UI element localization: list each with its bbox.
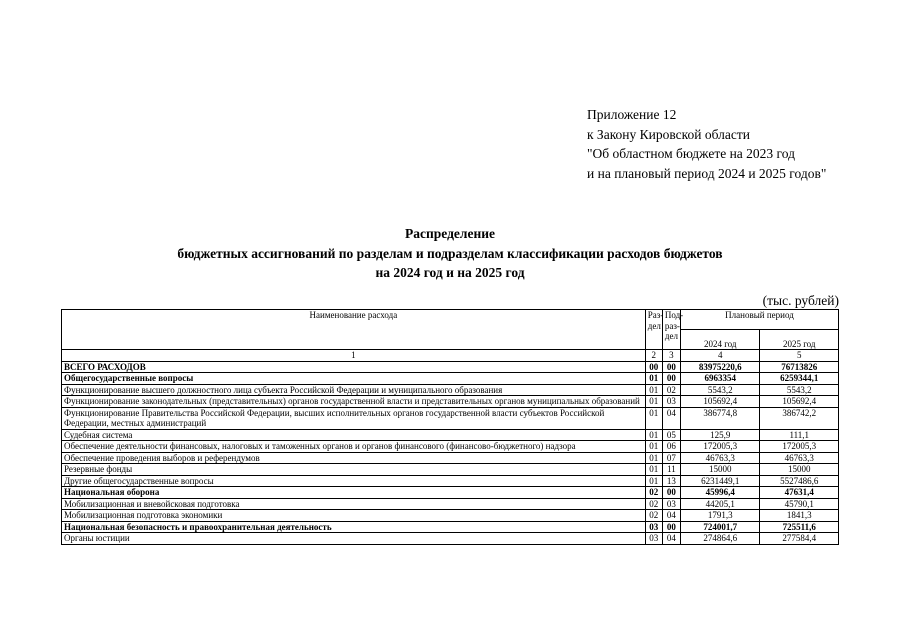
row-value-2024: 724001,7: [680, 521, 760, 533]
row-value-2025: 105692,4: [760, 396, 839, 408]
row-name: Национальная оборона: [62, 487, 646, 499]
row-razdel: 01: [645, 464, 662, 476]
row-value-2024: 45996,4: [680, 487, 760, 499]
row-value-2025: 5543,2: [760, 384, 839, 396]
row-razdel: 02: [645, 498, 662, 510]
header-podrazdel: Под- раз- дел: [662, 310, 680, 350]
table-row: [62, 373, 839, 385]
row-value-2025: 172005,3: [760, 441, 839, 453]
index-cell-4: 4: [680, 350, 760, 362]
row-podrazdel: 00: [662, 373, 680, 385]
row-podrazdel: 04: [662, 533, 680, 545]
row-podrazdel: 04: [662, 510, 680, 522]
row-value-2025: 76713826: [760, 361, 839, 373]
row-name: Мобилизационная подготовка экономики: [62, 510, 646, 522]
table-row: [62, 429, 839, 441]
row-podrazdel: 04: [662, 407, 680, 429]
units-label: (тыс. рублей): [762, 293, 839, 308]
index-cell-5: 5: [760, 350, 839, 362]
row-razdel: 03: [645, 521, 662, 533]
row-value-2024: 386774,8: [680, 407, 760, 429]
row-value-2025: 386742,2: [760, 407, 839, 429]
table-row: [62, 441, 839, 453]
header-planned: Плановый период: [680, 310, 838, 330]
table-row: [62, 464, 839, 476]
row-name: ВСЕГО РАСХОДОВ: [62, 361, 646, 373]
row-value-2025: 46763,3: [760, 452, 839, 464]
table-row: [62, 487, 839, 499]
row-value-2024: 6231449,1: [680, 475, 760, 487]
row-value-2025: 15000: [760, 464, 839, 476]
row-razdel: 01: [645, 475, 662, 487]
row-podrazdel: 02: [662, 384, 680, 396]
row-name: Судебная система: [62, 429, 646, 441]
table-row: [62, 396, 839, 408]
row-value-2025: 5527486,6: [760, 475, 839, 487]
header-year-2024: 2024 год: [680, 330, 760, 350]
document-title: [60, 224, 840, 283]
row-value-2024: 1791,3: [680, 510, 760, 522]
header-name: Наименование расхода: [62, 310, 646, 350]
row-podrazdel: 06: [662, 441, 680, 453]
index-cell-1: 1: [62, 350, 646, 362]
row-value-2025: 725511,6: [760, 521, 839, 533]
row-podrazdel: 05: [662, 429, 680, 441]
appendix-line-3: "Об областном бюджете на 2023 год: [587, 146, 795, 161]
row-value-2024: 105692,4: [680, 396, 760, 408]
row-value-2025: 6259344,1: [760, 373, 839, 385]
row-value-2024: 172005,3: [680, 441, 760, 453]
title-line-2: бюджетных ассигнований по разделам и подразделам классификации расходов бюджетов: [177, 245, 723, 261]
row-razdel: 01: [645, 441, 662, 453]
row-name: Обеспечение проведения выборов и референдумов: [62, 452, 646, 464]
header-year-2025: 2025 год: [760, 330, 839, 350]
row-name: Мобилизационная и вневойсковая подготовка: [62, 498, 646, 510]
table-row: [62, 407, 839, 429]
row-razdel: 01: [645, 452, 662, 464]
row-razdel: 01: [645, 396, 662, 408]
row-podrazdel: 03: [662, 498, 680, 510]
table-row: [62, 452, 839, 464]
row-razdel: 01: [645, 384, 662, 396]
row-name: Другие общегосударственные вопросы: [62, 475, 646, 487]
table-row: [62, 384, 839, 396]
row-name: Общегосударственные вопросы: [62, 373, 646, 385]
row-razdel: 02: [645, 510, 662, 522]
row-razdel: 01: [645, 407, 662, 429]
appendix-line-4: и на плановый период 2024 и 2025 годов": [587, 165, 827, 181]
row-podrazdel: 00: [662, 361, 680, 373]
table-row: [62, 498, 839, 510]
table-row: [62, 475, 839, 487]
title-line-3: на 2024 год и на 2025 год: [375, 265, 525, 280]
row-razdel: 00: [645, 361, 662, 373]
row-value-2024: 46763,3: [680, 452, 760, 464]
row-podrazdel: 11: [662, 464, 680, 476]
row-value-2024: 6963354: [680, 373, 760, 385]
row-value-2024: 274864,6: [680, 533, 760, 545]
table-row: [62, 521, 839, 533]
row-name: Резервные фонды: [62, 464, 646, 476]
row-value-2024: 44205,1: [680, 498, 760, 510]
row-value-2024: 5543,2: [680, 384, 760, 396]
table-row: [62, 533, 839, 545]
row-razdel: 01: [645, 429, 662, 441]
row-name: Функционирование Правительства Российской Федерации, высших исполнительных органов государственной власти субъектов Российской Федерации, местных администраций: [62, 407, 646, 429]
row-name: Функционирование законодательных (представительных) органов государственной власти и представительных органов муниципальных образований: [62, 396, 646, 408]
row-podrazdel: 00: [662, 521, 680, 533]
header-razdel: Раз- дел: [645, 310, 662, 350]
row-podrazdel: 07: [662, 452, 680, 464]
table-row: [62, 510, 839, 522]
row-name: Национальная безопасность и правоохранительная деятельность: [62, 521, 646, 533]
appendix-note: [587, 105, 826, 183]
index-cell-2: 2: [645, 350, 662, 362]
row-value-2025: 1841,3: [760, 510, 839, 522]
row-value-2024: 83975220,6: [680, 361, 760, 373]
row-razdel: 01: [645, 373, 662, 385]
appendix-line-1: Приложение 12: [587, 107, 677, 122]
row-razdel: 02: [645, 487, 662, 499]
row-name: Обеспечение деятельности финансовых, налоговых и таможенных органов и органов финансового (финансово-бюджетного) надзора: [62, 441, 646, 453]
appendix-line-2: к Закону Кировской области: [587, 126, 751, 142]
row-value-2025: 277584,4: [760, 533, 839, 545]
row-podrazdel: 00: [662, 487, 680, 499]
row-name: Функционирование высшего должностного лица субъекта Российской Федерации и муниципального образования: [62, 384, 646, 396]
row-razdel: 03: [645, 533, 662, 545]
row-value-2025: 45790,1: [760, 498, 839, 510]
row-podrazdel: 03: [662, 396, 680, 408]
row-podrazdel: 13: [662, 475, 680, 487]
row-value-2025: 47631,4: [760, 487, 839, 499]
index-cell-3: 3: [662, 350, 680, 362]
row-name: Органы юстиции: [62, 533, 646, 545]
title-line-1: Распределение: [404, 226, 496, 241]
row-value-2024: 15000: [680, 464, 760, 476]
table-row: [62, 361, 839, 373]
row-value-2025: 111,1: [760, 429, 839, 441]
budget-table: [61, 309, 839, 545]
row-value-2024: 125,9: [680, 429, 760, 441]
